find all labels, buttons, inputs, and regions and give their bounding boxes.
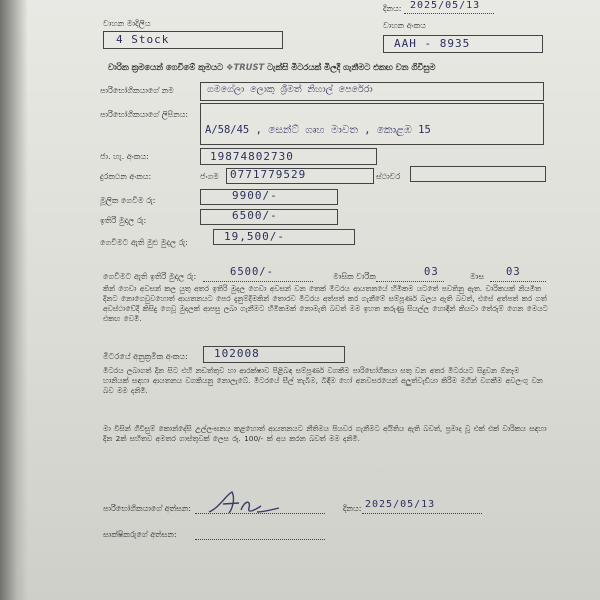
vehicle-no-value: AAH - 8935 bbox=[394, 37, 471, 50]
installment-terms-paragraph: කින් ගෙවා අවසන් කල යුතු අතර ඉතිරි මුදල ගෙවා අවසන් වන තෙක් මීටරය ආයතනයේ හිමිකම යටතේ පවතිනු ඇත. වාරිකයක් නියමිත දිනට නොගෙවුවහොත් ආයතනයට පෙර දැනුම්දීමකින් තොරව මීටරය අත්පත් කර ගැනීමේ සම්පූර්ණ බලය ඇති බවත්, එසේ අත්පත් කර ගත් අවස්ථාවේදී කිසිදු ගෙවූ මුදලක් ආපසු ලබා ගැනීමට හිමිකමක් නොමැති බවත් මම ඉහත කරුණු සියල්ල හොඳින් කියවා තේරුම් ගෙන මෙයට එකඟ වෙමි. bbox=[103, 284, 548, 323]
clause-2: මා විසින් ගිවිසුම් කොන්දේසි උල්ලංඝනය කළහොත් ආයතනයට නීතිමය පියවර ගැනීමට අයිතිය ඇති බවත්, ප්‍රමාද වූ එක් එක් වාරිකය සඳහා දින 2ක් සහිතව අමතර ගාස්තුවක් ලෙස රු. 100/- ක් අය කරන බවත් මම දනිමි. bbox=[103, 424, 547, 443]
clause-1: මීටරය ලබාගත් දින සිට එහි නඩත්තුව හා ආරක්ෂාව පිළිබඳ සම්පූර්ණ වගකීම පාරිභෝගිකයා සතු වන අතර මීටරයට සිදුවන ඕනෑම හානියක් සඳහා ආයතනය වගකියනු නොලැබේ. මීටරයේ සීල් තැබීම, බිඳීම හෝ අනවසරයෙන් අලුත්වැඩියා කිරීම මගින් වගකීම අවලංගු වන බව මම දනිමි. bbox=[103, 366, 543, 395]
vehicle-no-label: වාහන අංකය bbox=[383, 21, 426, 30]
customer-name-label: පාරිභෝගිකයාගේ නම bbox=[100, 86, 174, 95]
balance-value: 6500/- bbox=[232, 209, 278, 222]
nic-value: 19874802730 bbox=[210, 150, 294, 163]
installment-count-line bbox=[376, 281, 444, 282]
customer-signature bbox=[205, 488, 285, 518]
trust-logo-text: TRUST bbox=[233, 62, 265, 72]
heading-text-before: වාරික ක්‍රමයෙන් ගෙවීමේ කුමයට bbox=[108, 62, 224, 72]
months-value: 03 bbox=[506, 266, 521, 278]
mobile-label: ජංගම bbox=[200, 172, 219, 181]
signature-date-value: 2025/05/13 bbox=[365, 499, 436, 510]
form-heading bbox=[108, 62, 435, 73]
phone-label: දුරකථන අංකය: bbox=[100, 172, 152, 181]
customer-name-value: ගමගේලා ලොකු ශ්‍රීමත් නිහාල් පෙරේරා bbox=[207, 84, 373, 95]
installment-count: 03 bbox=[424, 266, 439, 278]
total-label: ගෙවීමට ඇති මුළු මුදල රු: bbox=[100, 238, 188, 247]
signature-date-line bbox=[362, 513, 482, 514]
monthly-installments-label: මාසික වාරික bbox=[333, 272, 376, 281]
installment-label: ගෙවීමට ඇති ඉතිරි මුදල රු: bbox=[103, 272, 197, 281]
nic-label: ජා. හැ. අංකය: bbox=[100, 152, 149, 161]
page-edge-shadow bbox=[0, 0, 28, 600]
date-label: දිනය: bbox=[383, 4, 402, 13]
balance-label: ඉතිරි මුදල රු: bbox=[100, 216, 147, 225]
months-line bbox=[490, 281, 546, 282]
meter-serial-value: 102008 bbox=[214, 347, 260, 360]
trust-logo: ❖TRUST bbox=[225, 62, 265, 72]
witness-sign-label: සාක්ෂිකරුගේ අත්සන: bbox=[103, 530, 177, 539]
vehicle-model-value: 4 Stock bbox=[116, 33, 170, 46]
signature-date-label: දිනය: bbox=[343, 504, 362, 513]
date-value: 2025/05/13 bbox=[410, 0, 481, 11]
total-value: 19,500/- bbox=[224, 230, 285, 243]
home-box bbox=[410, 166, 546, 182]
witness-sign-line bbox=[195, 539, 325, 540]
address-value: A/58/45 , සෙන්ට් ගෘහ මාවත , කොළඹ 15 bbox=[205, 124, 431, 136]
vehicle-model-label: වාහන මාදිලිය bbox=[103, 19, 151, 28]
initial-payment-label: මූලික ගෙවීම රු: bbox=[100, 196, 156, 205]
heading-text-after: ටැක්සි මීටරයක් මිලදී ගැනීමට එකඟ වන ගිවිසුම bbox=[267, 62, 436, 72]
mobile-value: 0771779529 bbox=[230, 168, 307, 181]
home-label: ස්ථාවර bbox=[376, 172, 401, 181]
meter-serial-label: මීටරයේ අනුක්‍රමික අංකය: bbox=[103, 352, 188, 361]
installment-amount: 6500/- bbox=[230, 266, 274, 278]
initial-payment-value: 9900/- bbox=[232, 189, 278, 202]
date-line bbox=[404, 13, 494, 14]
address-label: පාරිභෝගිකයාගේ ලිපිනය: bbox=[100, 110, 189, 119]
installment-amount-line bbox=[203, 281, 313, 282]
customer-sign-label: පාරිභෝගිකයාගේ අත්සන: bbox=[103, 504, 191, 513]
months-label: මාස bbox=[470, 272, 485, 281]
